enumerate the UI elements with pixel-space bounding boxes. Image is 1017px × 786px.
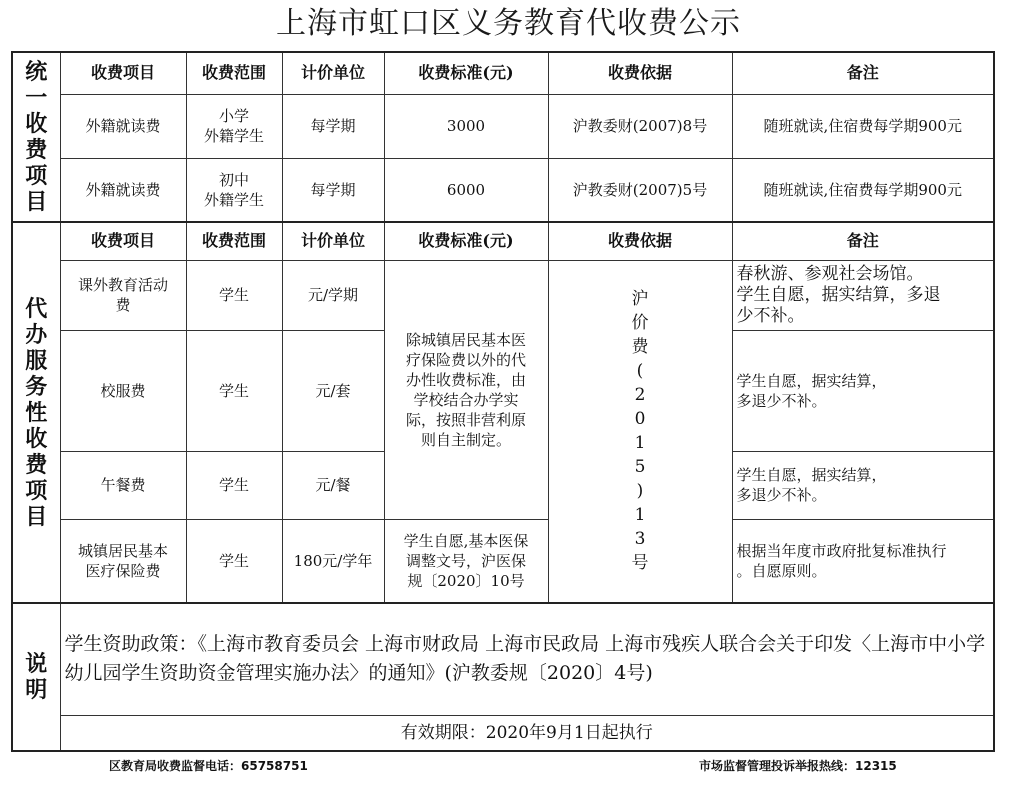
section1-side-label xyxy=(12,52,60,222)
vertical-glyph: 代 xyxy=(25,295,48,322)
vertical-glyph: 1 xyxy=(634,433,646,454)
row-scope: 学生 xyxy=(186,260,282,330)
row-basis: 沪教委财(2007)8号 xyxy=(548,94,732,158)
row-note: 春秋游、参观社会场馆。 学生自愿，据实结算，多退 少不补。 xyxy=(732,260,994,330)
header-scope: 收费范围 xyxy=(186,52,282,94)
validity-row xyxy=(12,715,994,751)
section2-header-row xyxy=(12,222,994,260)
section1-side-text xyxy=(13,59,60,215)
section2-side-text xyxy=(13,296,60,530)
header-unit: 计价单位 xyxy=(282,52,384,94)
policy-description: 学生资助政策：《上海市教育委员会 上海市财政局 上海市民政局 上海市残疾人联合会关于印发〈上海市中小学幼儿园学生资助资金管理实施办法〉的通知》(沪教委规〔2020〕4号) xyxy=(60,603,994,715)
row-scope: 学生 xyxy=(186,330,282,451)
row-item: 校服费 xyxy=(60,330,186,451)
row-unit: 元/餐 xyxy=(282,451,384,519)
vertical-glyph: 统 xyxy=(25,59,48,85)
vertical-glyph: 服 xyxy=(25,347,48,374)
row-unit: 元/学期 xyxy=(282,260,384,330)
table-row xyxy=(12,260,994,330)
row-item: 城镇居民基本 医疗保险费 xyxy=(60,519,186,603)
row-note: 学生自愿，据实结算， 多退少不补。 xyxy=(732,330,994,451)
shared-basis-text xyxy=(552,287,729,575)
header-note: 备注 xyxy=(732,52,994,94)
vertical-glyph: 5 xyxy=(634,457,646,478)
vertical-glyph: 项 xyxy=(25,477,48,504)
row-item: 外籍就读费 xyxy=(60,158,186,222)
vertical-glyph: 项 xyxy=(25,163,48,189)
header-unit: 计价单位 xyxy=(282,222,384,260)
fee-table xyxy=(11,51,995,752)
vertical-glyph: 目 xyxy=(25,189,48,215)
vertical-glyph: 费 xyxy=(631,337,649,358)
header-basis: 收费依据 xyxy=(548,52,732,94)
page-title: 上海市虹口区义务教育代收费公示 xyxy=(276,6,741,41)
vertical-glyph: 说 xyxy=(25,651,48,677)
row-standard: 学生自愿,基本医保 调整文号，沪医保 规〔2020〕10号 xyxy=(384,519,548,603)
vertical-glyph: 务 xyxy=(25,373,48,400)
row-unit: 元/套 xyxy=(282,330,384,451)
table-row xyxy=(12,94,994,158)
vertical-glyph: 目 xyxy=(25,503,48,530)
description-row xyxy=(12,603,994,715)
row-item: 外籍就读费 xyxy=(60,94,186,158)
row-scope: 小学 外籍学生 xyxy=(186,94,282,158)
row-standard: 6000 xyxy=(384,158,548,222)
vertical-glyph: 2 xyxy=(634,385,646,406)
header-item: 收费项目 xyxy=(60,222,186,260)
footer-complaint-hotline: 市场监督管理投诉举报热线：12315 xyxy=(699,759,897,773)
row-basis: 沪教委财(2007)5号 xyxy=(548,158,732,222)
vertical-glyph: 费 xyxy=(25,137,48,163)
vertical-glyph: 办 xyxy=(25,321,48,348)
header-basis: 收费依据 xyxy=(548,222,732,260)
row-standard: 3000 xyxy=(384,94,548,158)
row-scope: 学生 xyxy=(186,451,282,519)
vertical-glyph: 号 xyxy=(631,553,649,574)
section1-header-row xyxy=(12,52,994,94)
validity-text: 有效期限：2020年9月1日起执行 xyxy=(60,715,994,751)
vertical-glyph: 性 xyxy=(25,399,48,426)
vertical-glyph: 1 xyxy=(634,505,646,526)
row-unit: 每学期 xyxy=(282,158,384,222)
vertical-glyph: ) xyxy=(636,481,644,502)
header-scope: 收费范围 xyxy=(186,222,282,260)
shared-basis xyxy=(548,260,732,603)
row-note: 根据当年度市政府批复标准执行 。自愿原则。 xyxy=(732,519,994,603)
row-scope: 初中 外籍学生 xyxy=(186,158,282,222)
header-standard: 收费标准(元) xyxy=(384,222,548,260)
vertical-glyph: 沪 xyxy=(631,289,649,310)
table-row xyxy=(12,158,994,222)
header-item: 收费项目 xyxy=(60,52,186,94)
vertical-glyph: 费 xyxy=(25,451,48,478)
row-note: 随班就读,住宿费每学期900元 xyxy=(732,94,994,158)
row-unit: 180元/学年 xyxy=(282,519,384,603)
vertical-glyph: ( xyxy=(636,361,644,382)
vertical-glyph: 0 xyxy=(634,409,646,430)
section2-side-label xyxy=(12,222,60,603)
header-note: 备注 xyxy=(732,222,994,260)
row-item: 午餐费 xyxy=(60,451,186,519)
vertical-glyph: 收 xyxy=(25,425,48,452)
vertical-glyph: 一 xyxy=(25,85,48,111)
section3-side-text xyxy=(13,651,60,703)
row-scope: 学生 xyxy=(186,519,282,603)
row-note: 随班就读,住宿费每学期900元 xyxy=(732,158,994,222)
shared-standard: 除城镇居民基本医 疗保险费以外的代 办性收费标准，由 学校结合办学实 际，按照非营利原 则自主制定。 xyxy=(384,260,548,519)
vertical-glyph: 明 xyxy=(25,677,48,703)
row-item: 课外教育活动 费 xyxy=(60,260,186,330)
row-note: 学生自愿，据实结算， 多退少不补。 xyxy=(732,451,994,519)
section3-side-label xyxy=(12,603,60,751)
row-unit: 每学期 xyxy=(282,94,384,158)
footer-education-phone: 区教育局收费监督电话：65758751 xyxy=(109,759,308,773)
vertical-glyph: 价 xyxy=(631,313,649,334)
header-standard: 收费标准(元) xyxy=(384,52,548,94)
vertical-glyph: 3 xyxy=(634,529,646,550)
vertical-glyph: 收 xyxy=(25,111,48,137)
table-row xyxy=(12,519,994,603)
